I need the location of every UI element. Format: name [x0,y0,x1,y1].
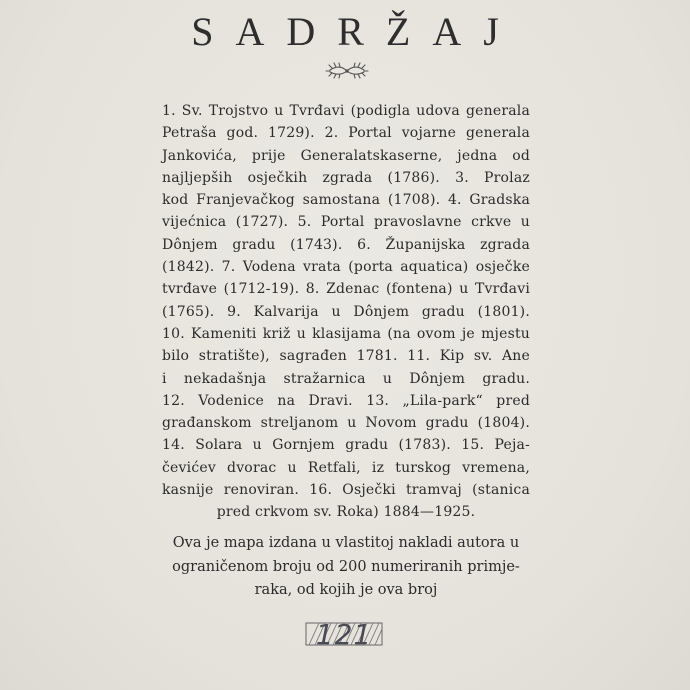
contents-line: 10. Kameniti križ u klasijama (na ovom je mjestu [162,325,530,342]
contents-line: pred crkvom sv. Roka) 1884—1925. [216,504,476,521]
contents-line: 1. Sv. Trojstvo u Tvrđavi (podigla udova generala [162,103,530,119]
contents-line: 14. Solara u Gornjem gradu (1783). 15. Peja- [162,437,530,454]
contents-line: bilo stratište), sagrađen 1781. 11. Kip sv. Ane [162,348,530,365]
contents-line: kasnije renoviran. 16. Osječki tramvaj (stanica [162,482,530,499]
copy-number-stamp [305,618,383,651]
contents-line: kod Franjevačkog samostana (1708). 4. Gradska [162,192,530,209]
contents-line: i nekadašnja stražarnica u Dônjem gradu. [162,370,530,387]
edition-note [160,532,532,603]
contents-line: Dônjem gradu (1743). 6. Županijska zgrada [162,236,530,253]
contents-line: tvrđave (1712-19). 8. Zdenac (fontena) u Tvrđavi [162,281,530,298]
contents-line: vijećnica (1727). 5. Portal pravoslavne crkve u [162,214,530,231]
contents-line: čevićev dvorac u Retfali, iz turskog vremena, [162,459,530,476]
note-line: ograničenom broju od 200 numeriranih primje- [172,558,520,575]
floral-ornament-icon [322,60,372,82]
contents-line: Jankovića, prije Generalatskaserne, jedna od [162,147,530,164]
contents-line: 12. Vodenice na Dravi. 13. „Lila-park“ pred [162,392,530,409]
contents-line: (1765). 9. Kalvarija u Dônjem gradu (1801). [162,303,530,320]
page-title: SADRŽAJ [191,9,521,54]
contents-line: Petraša god. 1729). 2. Portal vojarne generala [162,125,530,142]
contents-line: najljepših osječkih zgrada (1786). 3. Prolaz [162,169,530,186]
contents-list [162,100,530,524]
note-line: Ova je mapa izdana u vlastitoj nakladi autora u [172,535,520,551]
contents-line: građanskom streljanom u Novom gradu (1804). [162,415,530,432]
note-line: raka, od kojih je ova broj [254,582,438,598]
contents-line: (1842). 7. Vodena vrata (porta aquatica) osječke [162,259,530,276]
copy-number: 121 [315,618,373,651]
